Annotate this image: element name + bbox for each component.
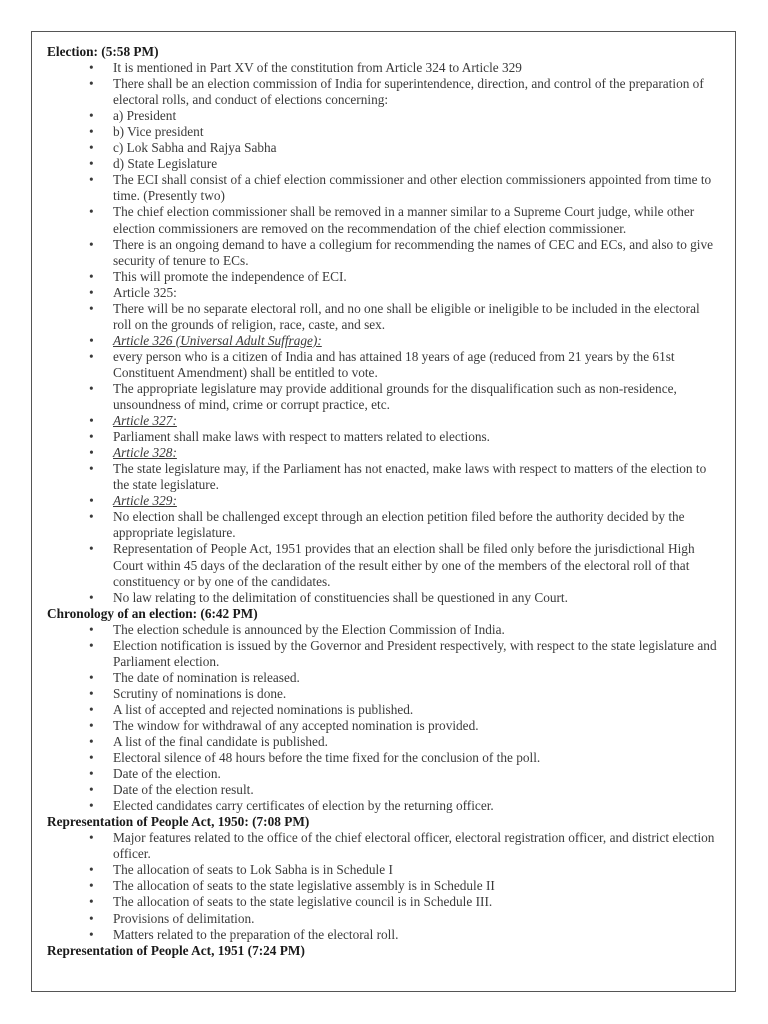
list-item: • It is mentioned in Part XV of the constitution from Article 324 to Article 329 (47, 60, 717, 76)
section-heading: Representation of People Act, 1951 (7:24 PM) (47, 942, 305, 958)
document-page (31, 31, 736, 992)
article-subheading-item: • Article 326 (Universal Adult Suffrage): (47, 333, 717, 349)
list-item: • The appropriate legislature may provide additional grounds for the disqualification such as non-residence, unsoundness of mind, crime or corrupt practice, etc. (47, 381, 717, 413)
document-content (47, 44, 717, 959)
list-item: • There shall be an election commission of India for superintendence, direction, and control of the preparation of electoral rolls, and conduct of elections concerning: (47, 76, 717, 108)
list-item: • Elected candidates carry certificates of election by the returning officer. (47, 798, 717, 814)
list-item: • This will promote the independence of ECI. (47, 269, 717, 285)
list-item: • The allocation of seats to the state legislative council is in Schedule III. (47, 894, 717, 910)
list-item: • Date of the election. (47, 766, 717, 782)
list-item: • b) Vice president (47, 124, 717, 140)
list-item: • Electoral silence of 48 hours before the time fixed for the conclusion of the poll. (47, 750, 717, 766)
section-heading: Chronology of an election: (6:42 PM) (47, 605, 258, 621)
list-item: • A list of accepted and rejected nominations is published. (47, 702, 717, 718)
list-item: • d) State Legislature (47, 156, 717, 172)
article-subheading-item: • Article 329: (47, 493, 717, 509)
article-subheading-item: • Article 328: (47, 445, 717, 461)
section-heading: Election: (5:58 PM) (47, 44, 159, 59)
list-item: • Major features related to the office of the chief electoral officer, electoral registration officer, and district election officer. (47, 830, 717, 862)
list-item: • Representation of People Act, 1951 provides that an election shall be filed only before the jurisdictional High Court within 45 days of the declaration of the result either by one of the members of the electoral roll of that constituency or by one of the candidates. (47, 541, 717, 589)
list-item: • Election notification is issued by the Governor and President respectively, with respect to the state legislature and Parliament election. (47, 638, 717, 670)
list-item: • The chief election commissioner shall be removed in a manner similar to a Supreme Court judge, while other election commissioners are removed on the recommendation of the chief election commissioner. (47, 204, 717, 236)
list-item: • The ECI shall consist of a chief election commissioner and other election commissioners appointed from time to time. (Presently two) (47, 172, 717, 204)
article-subheading-item: • Article 327: (47, 413, 717, 429)
section-heading: Representation of People Act, 1950: (7:08 PM) (47, 814, 310, 830)
list-item: • every person who is a citizen of India and has attained 18 years of age (reduced from 21 years by the 61st Constituent Amendment) shall be entitled to vote. (47, 349, 717, 381)
list-item: • Matters related to the preparation of the electoral roll. (47, 927, 717, 943)
list-item: • There will be no separate electoral roll, and no one shall be eligible or ineligible to be included in the electoral roll on the grounds of religion, race, caste, and sex. (47, 301, 717, 333)
list-item: • There is an ongoing demand to have a collegium for recommending the names of CEC and ECs, and also to give security of tenure to ECs. (47, 237, 717, 269)
list-item: • Parliament shall make laws with respect to matters related to elections. (47, 429, 717, 445)
list-item: • Scrutiny of nominations is done. (47, 686, 717, 702)
list-item: • The election schedule is announced by the Election Commission of India. (47, 622, 717, 638)
list-item: • The allocation of seats to Lok Sabha is in Schedule I (47, 862, 717, 878)
list-item: • The window for withdrawal of any accepted nomination is provided. (47, 718, 717, 734)
list-item: • The allocation of seats to the state legislative assembly is in Schedule II (47, 878, 717, 894)
list-item: • No law relating to the delimitation of constituencies shall be questioned in any Court. (47, 590, 717, 606)
list-item: • A list of the final candidate is published. (47, 734, 717, 750)
list-item: • The date of nomination is released. (47, 670, 717, 686)
list-item: • No election shall be challenged except through an election petition filed before the authority decided by the appropriate legislature. (47, 509, 717, 541)
list-item: • Article 325: (47, 285, 717, 301)
bullet-list (47, 60, 717, 606)
list-item: • a) President (47, 108, 717, 124)
bullet-list (47, 830, 717, 942)
list-item: • Date of the election result. (47, 782, 717, 798)
list-item: • The state legislature may, if the Parliament has not enacted, make laws with respect to matters of the election to the state legislature. (47, 461, 717, 493)
bullet-list (47, 622, 717, 815)
list-item: • Provisions of delimitation. (47, 911, 717, 927)
list-item: • c) Lok Sabha and Rajya Sabha (47, 140, 717, 156)
